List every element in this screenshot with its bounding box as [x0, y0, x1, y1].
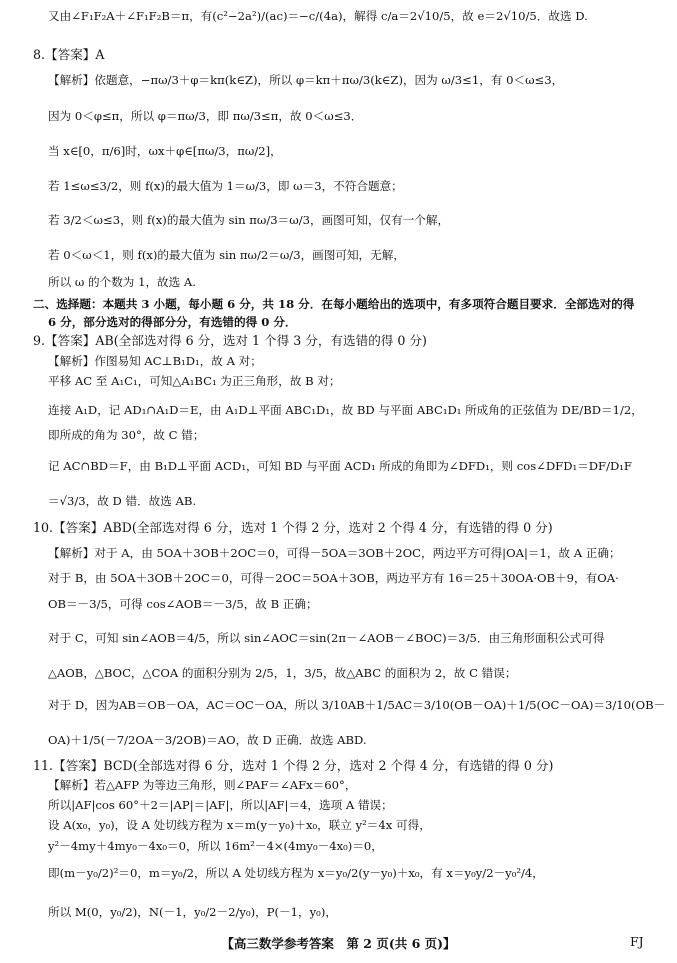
text-line: ＝√3/3，故 D 错．故选 AB.: [48, 494, 197, 508]
footer-page-label: 【高三数学参考答案 第 2 页(共 6 页)】: [221, 936, 456, 951]
text-line: OB＝－3/5，可得 cos∠AOB＝－3/5，故 B 正确；: [48, 597, 318, 611]
text-line: 所以|AF|cos 60°＋2＝|AP|＝|AF|，所以|AF|＝4，选项 A 错误；: [48, 798, 393, 812]
text-line: OA)＋1/5(－7/2OA－3/2OB)＝AO，故 D 正确．故选 ABD.: [48, 733, 367, 747]
footer-code: FJ: [630, 934, 644, 949]
text-line: 所以 ω 的个数为 1，故选 A.: [48, 275, 196, 289]
answer-line: 10.【答案】ABD(全部选对得 6 分，选对 1 个得 2 分，选对 2 个得 4 分，有选错的得 0 分): [33, 520, 553, 535]
text-line: 对于 C，可知 sin∠AOB＝4/5，所以 sin∠AOC＝sin(2π－∠AOB－∠BOC)＝3/5．由三角形面积公式可得: [48, 631, 605, 645]
section-heading: 二、选择题：本题共 3 小题，每小题 6 分，共 18 分．在每小题给出的选项中，有多项符合题目要求．全部选对的得: [33, 297, 635, 311]
text-line: △AOB，△BOC，△COA 的面积分别为 2/5，1，3/5，故△ABC 的面积为 2，故 C 错误；: [48, 666, 517, 680]
text-line: 记 AC∩BD＝F，由 B₁D⊥平面 ACD₁，可知 BD 与平面 ACD₁ 所成的角即为∠DFD₁，则 cos∠DFD₁＝DF/D₁F: [48, 459, 632, 473]
text-line: y²－4my＋4my₀－4x₀＝0，所以 16m²－4×(4my₀－4x₀)＝0，: [48, 839, 383, 853]
text-line: 平移 AC 至 A₁C₁，可知△A₁BC₁ 为正三角形，故 B 对；: [48, 374, 341, 388]
answer-line: 8.【答案】A: [33, 47, 105, 62]
text-line: 若 3/2＜ω≤3，则 f(x)的最大值为 sin πω/3＝ω/3，画图可知，仅有一个解，: [48, 213, 450, 227]
text-line: 又由∠F₁F₂A＋∠F₁F₂B＝π，有(c²−2a²)/(ac)＝−c/(4a)，解得 c/a＝2√10/5，故 e＝2√10/5．故选 D.: [48, 9, 588, 23]
text-line: 即所成的角为 30°，故 C 错；: [48, 428, 205, 442]
analysis-line: 【解析】作图易知 AC⊥B₁D₁，故 A 对；: [48, 354, 262, 368]
text-line: 连接 A₁D，记 AD₁∩A₁D＝E，由 A₁D⊥平面 ABC₁D₁，故 BD 与平面 ABC₁D₁ 所成角的正弦值为 DE/BD＝1/2，: [48, 403, 643, 417]
text-line: 若 0＜ω＜1，则 f(x)的最大值为 sin πω/2＝ω/3，画图可知，无解，: [48, 248, 405, 262]
answer-line: 9.【答案】AB(全部选对得 6 分，选对 1 个得 3 分，有选错的得 0 分): [33, 333, 427, 348]
text-line: 即(m－y₀/2)²＝0，m＝y₀/2，所以 A 处切线方程为 x＝y₀/2(y－y₀)＋x₀，有 x＝y₀y/2－y₀²/4，: [48, 866, 544, 880]
analysis-line: 【解析】若△AFP 为等边三角形，则∠PAF＝∠AFx＝60°，: [48, 778, 357, 792]
text-line: 若 1≤ω≤3/2，则 f(x)的最大值为 1＝ω/3，即 ω＝3，不符合题意；: [48, 179, 403, 193]
analysis-line: 【解析】对于 A，由 5OA＋3OB＋2OC＝0，可得－5OA＝3OB＋2OC，两边平方可得|OA|＝1，故 A 正确；: [48, 546, 621, 560]
text-line: 所以 M(0，y₀/2)，N(－1，y₀/2－2/y₀)，P(－1，y₀)，: [48, 905, 337, 919]
text-line: 对于 B，由 5OA＋3OB＋2OC＝0，可得－2OC＝5OA＋3OB，两边平方有 16＝25＋30OA·OB＋9，有OA·: [48, 571, 619, 585]
analysis-line: 【解析】依题意，−πω/3＋φ＝kπ(k∈Z)，所以 φ＝kπ＋πω/3(k∈Z)，因为 ω/3≤1，有 0＜ω≤3，: [48, 73, 564, 87]
text-line: 设 A(x₀，y₀)，设 A 处切线方程为 x＝m(y－y₀)＋x₀，联立 y²＝4x 可得，: [48, 818, 431, 832]
text-line: 因为 0＜φ≤π，所以 φ＝πω/3，即 πω/3≤π，故 0＜ω≤3．: [48, 109, 363, 123]
answer-line: 11.【答案】BCD(全部选对得 6 分，选对 1 个得 2 分，选对 2 个得 4 分，有选错的得 0 分): [33, 758, 554, 773]
section-heading-cont: 6 分，部分选对的得部分分，有选错的得 0 分．: [48, 315, 297, 329]
text-line: 对于 D，因为AB＝OB－OA，AC＝OC－OA，所以 3/10AB＋1/5AC＝3/10(OB－OA)＋1/5(OC－OA)＝3/10(OB－: [48, 698, 666, 712]
text-line: 当 x∈[0，π/6]时，ωx＋φ∈[πω/3，πω/2]，: [48, 144, 282, 158]
